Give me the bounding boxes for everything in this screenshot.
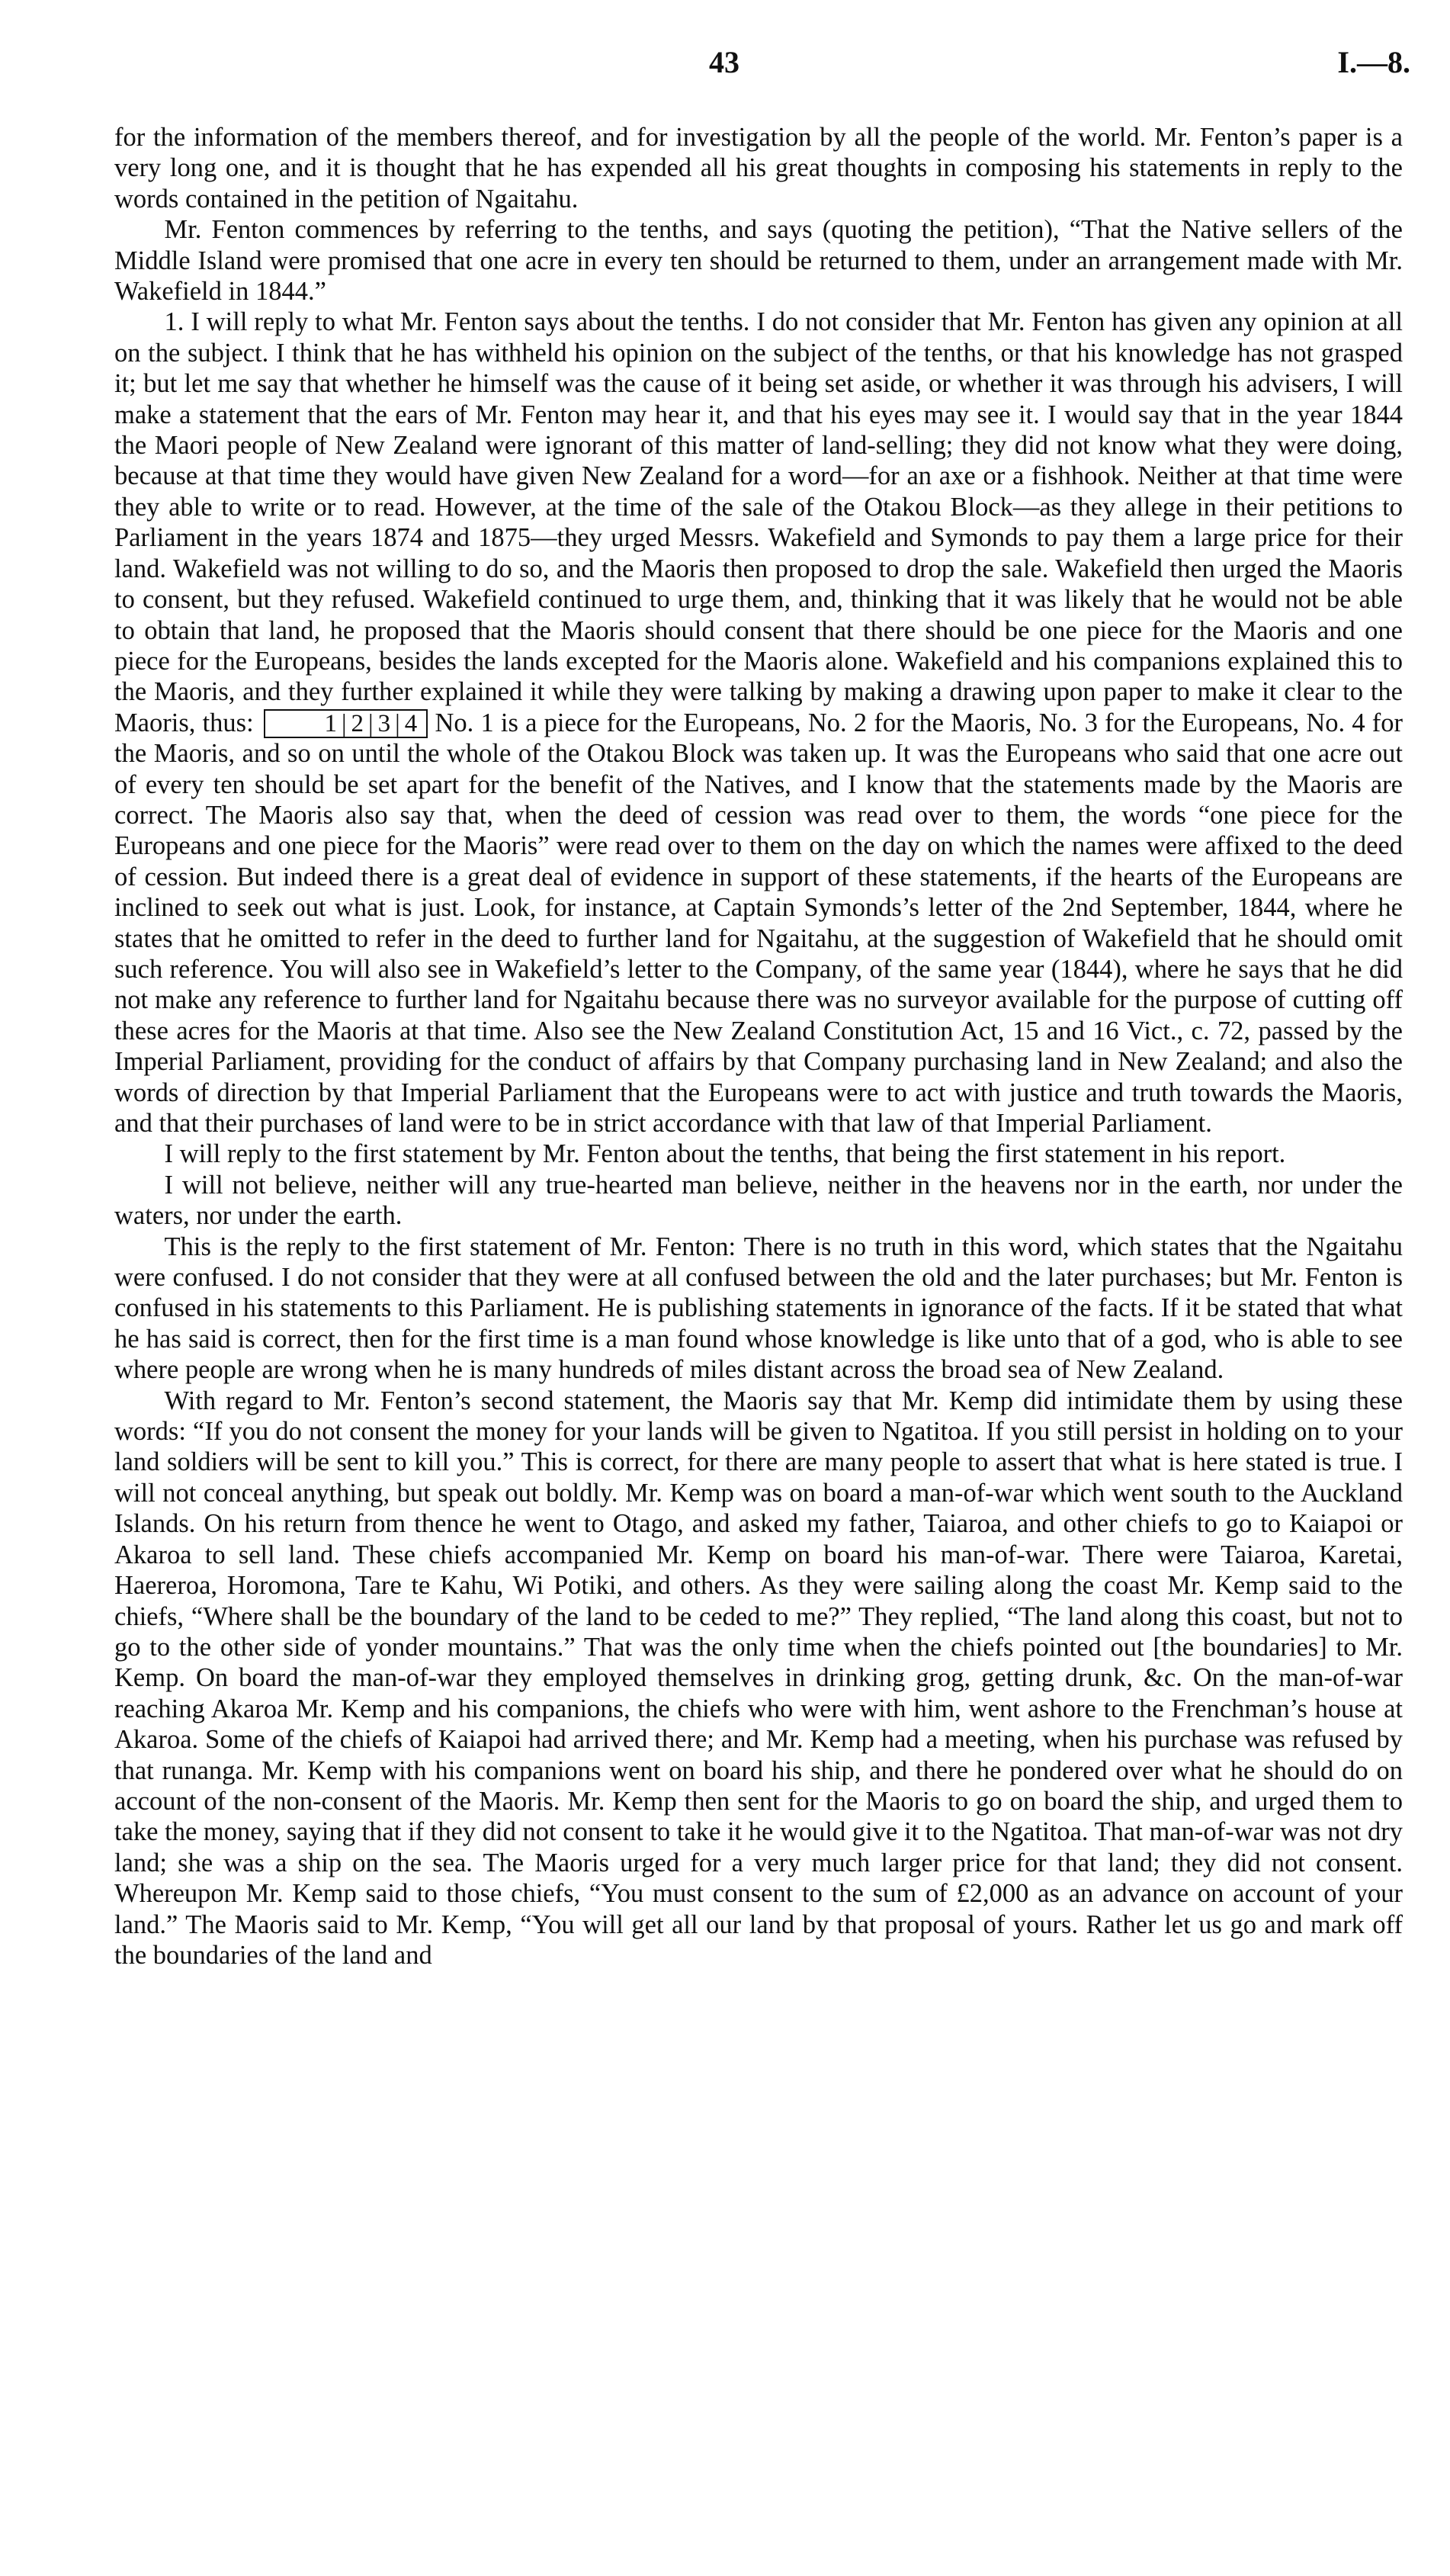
page-number: 43 [709, 45, 739, 79]
paragraph: This is the reply to the first statement of Mr. Fenton: There is no truth in this word, which states that the Ngaitahu were confused. I do not consider that they were at all confused between the old and the later purchases; but Mr. Fenton is confused in his statements to this Parliament. He is publishing statements in ignorance of the facts. If it be stated that what he has said is correct, then for the first time is a man found whose knowledge is like unto that of a god, who is able to see where people are wrong when he is many hundreds of miles distant across the broad sea of New Zealand. [114, 1232, 1403, 1385]
diagram-cell: 3 [377, 709, 391, 737]
diagram-cell: 1 [324, 709, 337, 737]
page-header [114, 44, 1410, 90]
paragraph: I will reply to the first statement by Mr. Fenton about the tenths, that being the first statement in his report. [164, 1139, 1286, 1169]
paragraph-tenths-reply [114, 307, 1403, 1139]
diagram-cell: 4 [404, 709, 418, 737]
paragraph-text-continued: No. 1 is a piece for the Europeans, No. 2 for the Maoris, No. 3 for the Europeans, No. 4 for the Maoris, and so on until the whole of the Otakou Block was taken up. It was the Europeans who said that one acre out of every ten should be set apart for the benefit of the Natives, and I know that the statements made by the Maoris are correct. The Maoris also say that, when the deed of cession was read over to them, the words “one piece for the Europeans and one piece for the Maoris” were read over to them on the day on which the names were affixed to the deed of cession. But indeed there is a great deal of evidence in support of these statements, if the hearts of the Europeans are inclined to seek out what is just. Look, for instance, at Captain Symonds’s letter of the 2nd September, 1844, where he states that he omitted to refer in the deed to further land for Ngaitahu, at the suggestion of Wakefield that he should omit such reference. You will also see in Wakefield’s letter to the Company, of the same year (1844), where he says that he did not make any reference to further land for Ngaitahu because there was no surveyor available for the purpose of cutting off these acres for the Maoris at that time. Also see the New Zealand Constitution Act, 15 and 16 Vict., c. 72, passed by the Imperial Parliament, providing for the conduct of affairs by that Company purchasing land in New Zealand; and also the words of direction by that Imperial Parliament that the Europeans were to act with justice and truth towards the Maoris, and that their purchases of land were to be in strict accordance with that law of that Imperial Parliament. [114, 708, 1403, 1138]
document-reference: I.—8. [1337, 45, 1410, 79]
paragraph-text: 1. I will reply to what Mr. Fenton says about the tenths. I do not consider that Mr. Fenton has given any opinion at all on the subject. I think that he has withheld his opinion on the subject of the tenths, or that his knowledge has not grasped it; but let me say that whether he himself was the cause of it being set aside, or whether it was through his advisers, I will make a statement that the ears of Mr. Fenton may hear it, and that his eyes may see it. I would say that in the year 1844 the Maori people of New Zealand were ignorant of this matter of land-selling; they did not know what they were doing, because at that time they would have given New Zealand for a word—for an axe or a fishhook. Neither at that time were they able to write or to read. However, at the time of the sale of the Otakou Block—as they allege in their petitions to Parliament in the years 1874 and 1875—they urged Messrs. Wakefield and Symonds to pay them a large price for their land. Wakefield was not willing to do so, and the Maoris then proposed to drop the sale. Wakefield then urged the Maoris to consent, but they refused. Wakefield continued to urge them, and, thinking that it was likely that he would not be able to obtain that land, he proposed that the Maoris should consent that there should be one piece for the Maoris and one piece for the Europeans, besides the lands excepted for the Maoris alone. Wakefield and his companions explained this to the Maoris, and they further explained it while they were talking by making a drawing upon paper to make it clear to the Maoris, thus: [114, 307, 1403, 737]
paragraph: Mr. Fenton commences by referring to the tenths, and says (quoting the petition), “That the Native sellers of the Middle Island were promised that one acre in every ten should be returned to them, under an arrangement made with Mr. Wakefield in 1844.” [114, 215, 1403, 307]
diagram-cell: 2 [351, 709, 364, 737]
tenths-diagram: 1 | 2 | 3 | 4 [264, 709, 428, 738]
paragraph: With regard to Mr. Fenton’s second statement, the Maoris say that Mr. Kemp did intimidate them by using these words: “If you do not consent the money for your lands will be given to Ngatitoa. If you still persist in holding on to your land soldiers will be sent to kill you.” This is correct, for there are many people to assert that what is here stated is true. I will not conceal anything, but speak out boldly. Mr. Kemp was on board a man-of-war which went south to the Auckland Islands. On his return from thence he went to Otago, and asked my father, Taiaroa, and other chiefs to go to Kaiapoi or Akaroa to sell land. These chiefs accompanied Mr. Kemp on board his man-of-war. There were Taiaroa, Karetai, Haereroa, Horomona, Tare te Kahu, Wi Potiki, and others. As they were sailing along the coast Mr. Kemp said to the chiefs, “Where shall be the boundary of the land to be ceded to me?” They replied, “The land along this coast, but not to go to the other side of yonder mountains.” That was the only time when the chiefs pointed out [the boundaries] to Mr. Kemp. On board the man-of-war they employed themselves in drinking grog, getting drunk, &c. On the man-of-war reaching Akaroa Mr. Kemp and his companions, the chiefs who were with him, went ashore to the Frenchman’s house at Akaroa. Some of the chiefs of Kaiapoi had arrived there; and Mr. Kemp had a meeting, when his purchase was refused by that runanga. Mr. Kemp with his companions went on board his ship, and there he pondered over what he should do on account of the non-consent of the Maoris. Mr. Kemp then sent for the Maoris to go on board the ship, and urged them to take the money, saying that if they did not consent to take it he would give it to the Ngatitoa. That man-of-war was not dry land; she was a ship on the sea. The Maoris urged for a very much larger price for that land; they did not consent. Whereupon Mr. Kemp said to those chiefs, “You must consent to the sum of £2,000 as an advance on account of your land.” The Maoris said to Mr. Kemp, “You will get all our land by that proposal of yours. Rather let us go and mark off the boundaries of the land and [114, 1386, 1403, 1970]
body-text [114, 122, 1403, 1971]
paragraph: for the information of the members thereof, and for investigation by all the people of the world. Mr. Fenton’s paper is a very long one, and it is thought that he has expended all his great thoughts in composing his statements in reply to the words contained in the petition of Ngaitahu. [114, 123, 1403, 214]
paragraph: I will not believe, neither will any true-hearted man believe, neither in the heavens nor in the earth, nor under the waters, nor under the earth. [114, 1170, 1403, 1231]
